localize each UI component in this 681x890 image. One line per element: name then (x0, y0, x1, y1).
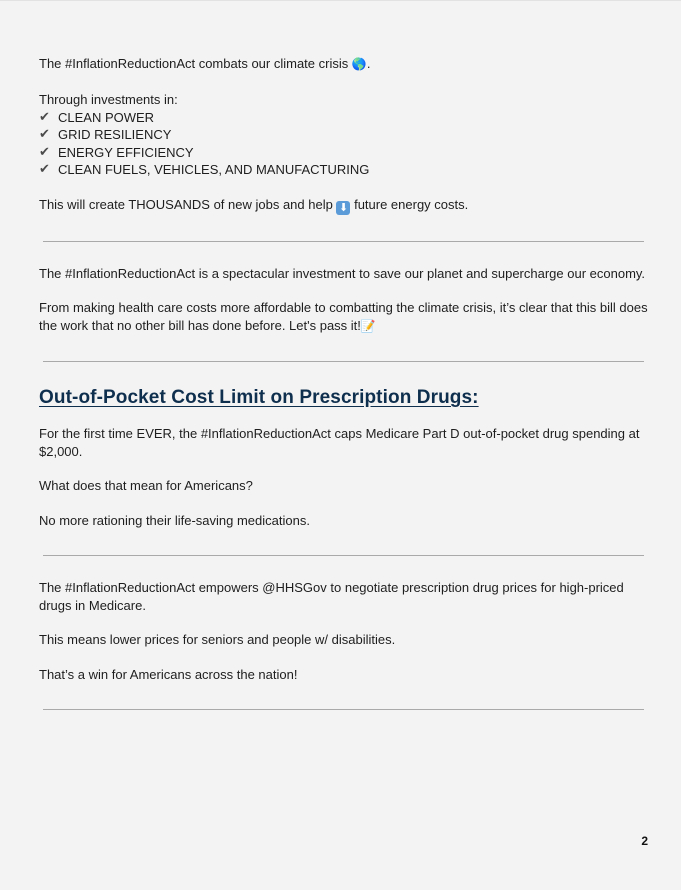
post-negotiation-paragraph: The #InflationReductionAct empowers @HHSGov to negotiate prescription drug prices for high-priced drugs in Medicare. (39, 580, 624, 613)
document-page (39, 55, 651, 710)
post-investment-paragraph: The #InflationReductionAct is a spectacular investment to save our planet and supercharge our economy. (39, 265, 646, 281)
section-heading: Out-of-Pocket Cost Limit on Prescription Drugs: (39, 387, 479, 408)
post-investment-paragraph: From making health care costs more affordable to combatting the climate crisis, it’s clear that this bill does the work that no other bill has done before. Let's pass it!📝 (39, 299, 651, 335)
post-climate-closing: This will create THOUSANDS of new jobs and help ⬇ future energy costs. (39, 196, 469, 214)
list-item: ✔ ENERGY EFFICIENCY (39, 144, 194, 160)
page-number: 2 (641, 834, 648, 848)
post-prescription-paragraph: For the first time EVER, the #InflationReductionAct caps Medicare Part D out-of-pocket drug spending at $2,000. (39, 426, 640, 459)
check-icon: ✔ (39, 162, 50, 177)
post-negotiation-paragraph: That’s a win for Americans across the nation! (39, 666, 298, 682)
list-item: ✔ GRID RESILIENCY (39, 127, 172, 142)
investments-header: Through investments in: (39, 92, 178, 107)
post-prescription-limit (39, 386, 651, 529)
post-prescription-paragraph: No more rationing their life-saving medications. (39, 512, 310, 528)
check-icon: ✔ (39, 109, 50, 125)
check-icon: ✔ (39, 127, 50, 142)
list-item: ✔ CLEAN POWER (39, 109, 155, 125)
section-divider (43, 709, 644, 710)
post-negotiation-paragraph: This means lower prices for seniors and people w/ disabilities. (39, 632, 396, 647)
globe-icon: 🌎 (351, 57, 367, 71)
down-arrow-icon: ⬇ (336, 201, 350, 215)
post-climate-intro: The #InflationReductionAct combats our climate crisis 🌎. (39, 55, 651, 74)
post-investment (39, 265, 651, 336)
pencil-icon: 📝 (360, 318, 376, 333)
page-top-edge (0, 0, 681, 1)
list-item: ✔ CLEAN FUELS, VEHICLES, AND MANUFACTURING (39, 162, 370, 177)
post-prescription-paragraph: What does that mean for Americans? (39, 478, 253, 493)
post-climate (39, 55, 651, 215)
post-negotiation (39, 579, 651, 683)
check-icon: ✔ (39, 144, 50, 160)
